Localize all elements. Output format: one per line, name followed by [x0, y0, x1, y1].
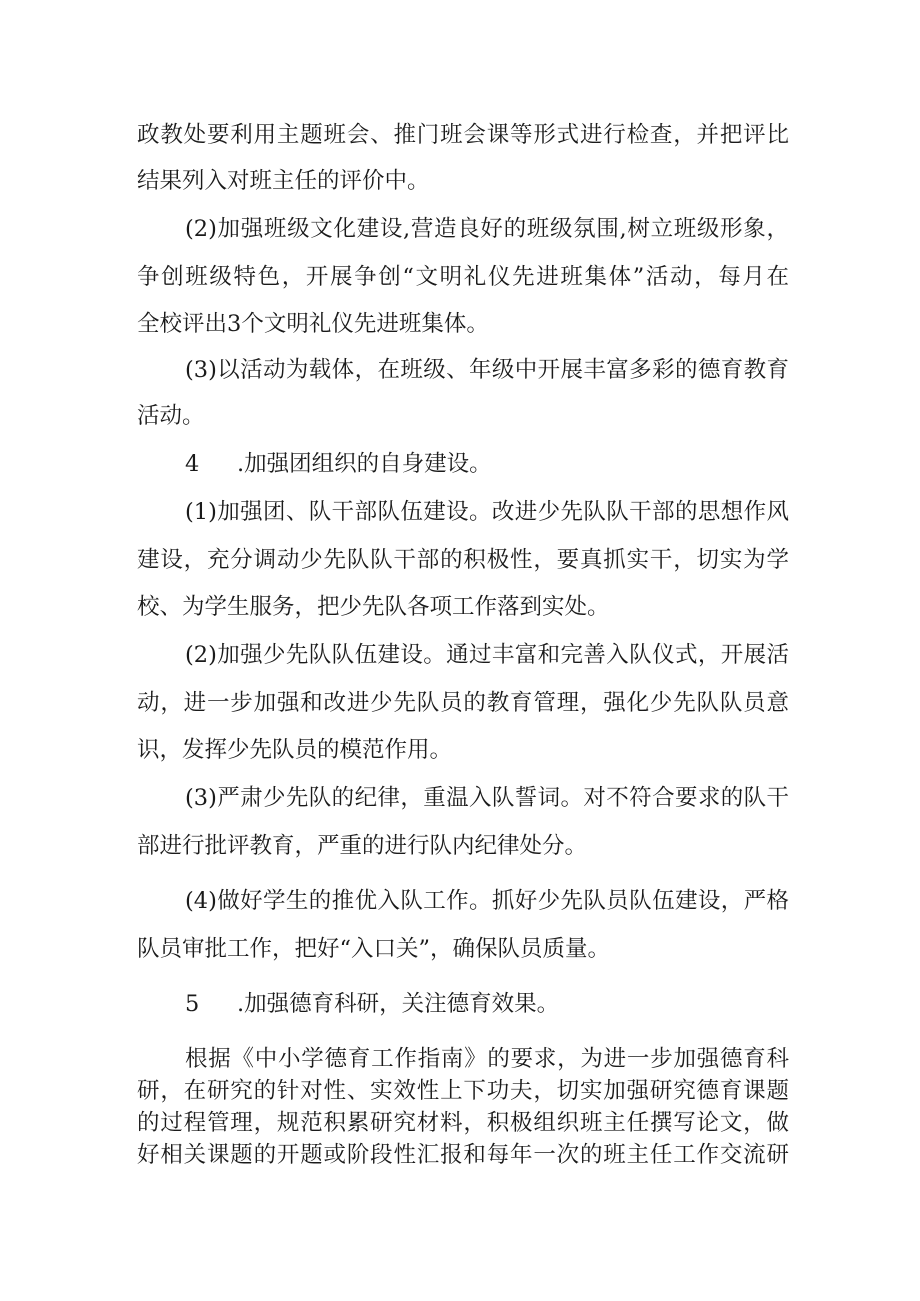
text-line: (3)严肃少先队的纪律，重温入队誓词。对不符合要求的队干	[185, 785, 789, 811]
text-line: (2)加强班级文化建设,营造良好的班级氛围,树立班级形象，	[185, 216, 789, 242]
text-line: (4)做好学生的推优入队工作。抓好少先队员队伍建设，严格	[185, 888, 789, 914]
text-line: 全校评出3个文明礼仪先进班集体。	[137, 311, 489, 337]
text-line: 根据《中小学德育工作指南》的要求，为进一步加强德育科	[185, 1046, 789, 1072]
text-line: 队员审批工作，把好“入口关”，确保队员质量。	[137, 936, 611, 962]
text-line: 结果列入对班主任的评价中。	[137, 168, 430, 194]
text-line: 动，进一步加强和改进少先队员的教育管理，强化少先队队员意	[137, 690, 789, 716]
text-line: 建设，充分调动少先队队干部的积极性，要真抓实干，切实为学	[137, 547, 789, 573]
section-title: .加强团组织的自身建设。	[237, 451, 492, 477]
text-line: 的过程管理，规范积累研究材料，积极组织班主任撰写论文，做	[137, 1110, 789, 1136]
text-line: 活动。	[137, 403, 205, 429]
section-title: .加强德育科研，关注德育效果。	[237, 991, 560, 1017]
text-line: (1)加强团、队干部队伍建设。改进少先队队干部的思想作风	[185, 499, 789, 525]
section-number: 5	[185, 991, 200, 1017]
section-heading	[185, 989, 559, 1019]
section-heading	[185, 449, 492, 479]
text-line: 校、为学生服务，把少先队各项工作落到实处。	[137, 594, 610, 620]
text-line: 争创班级特色，开展争创“文明礼仪先进班集体”活动，每月在	[137, 264, 789, 290]
text-line: 好相关课题的开题或阶段性汇报和每年一次的班主任工作交流研	[137, 1142, 789, 1168]
text-line: 识，发挥少先队员的模范作用。	[137, 737, 453, 763]
text-line: 政教处要利用主题班会、推门班会课等形式进行检查，并把评比	[137, 122, 789, 148]
text-line: (3)以活动为载体，在班级、年级中开展丰富多彩的德育教育	[185, 357, 789, 383]
section-number: 4	[185, 451, 200, 477]
text-line: 部进行批评教育，严重的进行队内纪律处分。	[137, 833, 588, 859]
text-line: (2)加强少先队队伍建设。通过丰富和完善入队仪式，开展活	[185, 642, 789, 668]
text-line: 研，在研究的针对性、实效性上下功夫，切实加强研究德育课题	[137, 1078, 789, 1104]
